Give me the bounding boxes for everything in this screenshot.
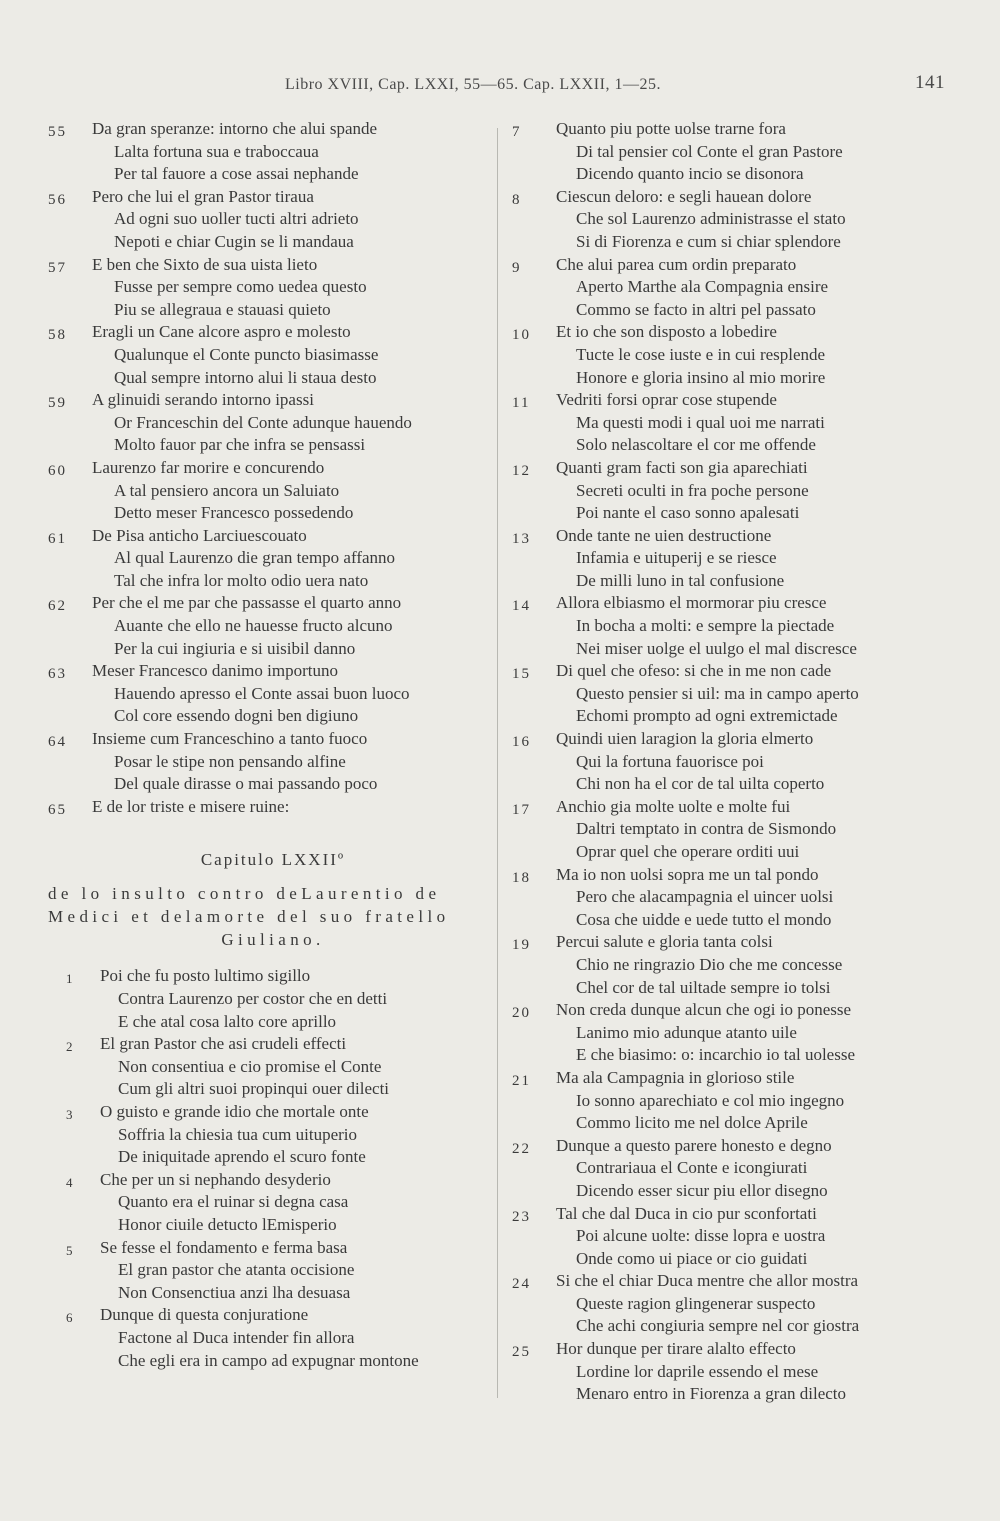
chapter-subtitle-line-1: de lo insulto contro deLaurentio de [48,884,441,904]
verse-line: Honore e gloria insino al mio morire [576,367,826,387]
stanza [48,118,498,186]
verse-line: Nepoti e chiar Cugin se li mandaua [114,231,354,251]
verse-line: Pero che lui el gran Pastor tiraua [92,186,314,206]
verse-line: Dunque a questo parere honesto e degno [556,1135,832,1155]
verse-line: Hor dunque per tirare alalto effecto [556,1339,796,1359]
right-column [512,118,957,1406]
verse-line: Daltri temptato in contra de Sismondo [576,819,837,839]
verse-line: Allora elbiasmo el mormorar piu cresce [556,593,827,613]
stanza [512,525,957,593]
stanza [512,389,957,457]
verse-line: Qui la fortuna fauorisce poi [576,751,764,771]
chapter-subtitle-line-3: Giuliano. [221,930,325,950]
stanza [512,1135,957,1203]
verse-line: O guisto e grande idio che mortale onte [100,1101,369,1121]
stanza-group-chapter-72-left [48,965,498,1372]
verse-line: Auante che ello ne hauesse fructo alcuno [114,616,393,636]
verse-line: Chi non ha el cor de tal uilta coperto [576,774,825,794]
verse-line: Oprar quel che operare orditi uui [576,842,800,861]
stanza [512,999,957,1067]
verse-line: Posar le stipe non pensando alfine [114,751,346,771]
verse-line: Aperto Marthe ala Compagnia ensire [576,277,829,297]
stanza-number: 14 [512,598,531,615]
stanza-number: 58 [48,327,67,344]
stanza-number: 5 [66,1242,75,1258]
stanza-number: 18 [512,869,531,886]
verse-line: Honor ciuile detucto lEmisperio [118,1214,337,1234]
verse-line: El gran pastor che atanta occisione [118,1260,355,1280]
verse-line: Lordine lor daprile essendo el mese [576,1361,819,1381]
verse-line: Ma io non uolsi sopra me un tal pondo [556,864,819,884]
stanza-number: 11 [512,395,531,412]
stanza [48,186,498,254]
verse-line: Che egli era in campo ad expugnar montone [118,1350,419,1370]
stanza-number: 7 [512,124,522,140]
stanza [512,728,957,796]
verse-line: El gran Pastor che asi crudeli effecti [100,1034,347,1054]
stanza-number: 4 [66,1174,75,1190]
stanza [512,592,957,660]
verse-line: Onde tante ne uien destructione [556,525,772,545]
verse-line: Cosa che uidde e uede tutto el mondo [576,909,832,929]
stanza [512,321,957,389]
stanza-group-chapter-72-right [512,118,957,1406]
verse-line: Secreti oculti in fra poche persone [576,480,809,500]
verse-line: Tal che infra lor molto odio uera nato [114,570,369,590]
verse-line: Non creda dunque alcun che ogi io ponesse [556,1000,852,1020]
stanza-number: 9 [512,259,522,276]
stanza-number: 57 [48,259,67,276]
stanza [48,389,498,457]
verse-line: E che biasimo: o: incarchio io tal uolesse [576,1045,856,1065]
stanza-number: 60 [48,462,67,479]
stanza [48,592,498,660]
verse-line: Per la cui ingiuria e si uisibil danno [114,638,356,658]
verse-line: Factone al Duca intender fin allora [118,1327,355,1347]
chapter-title: Capitulo LXXIIº [200,850,346,870]
stanza [512,660,957,728]
stanza [512,457,957,525]
verse-line: E de lor triste e misere ruine: [92,796,290,816]
stanza-number: 3 [66,1106,75,1122]
verse-line: De milli luno in tal confusione [576,570,785,590]
running-title: Libro XVIII, Cap. LXXI, 55—65. Cap. LXXII, 1—25. [285,76,661,93]
stanza-number: 64 [48,734,67,751]
stanza-number: 1 [66,971,75,987]
stanza [48,1101,498,1169]
stanza [48,660,498,728]
verse-line: Contra Laurenzo per costor che en detti [118,989,388,1008]
verse-line: Insieme cum Franceschino a tanto fuoco [92,729,368,749]
verse-line: Qual sempre intorno alui li staua desto [114,367,377,387]
verse-line: Ad ogni suo uoller tucti altri adrieto [114,209,359,229]
verse-line: Per tal fauore a cose assai nephande [114,164,359,184]
verse-line: Contrariaua el Conte e icongiurati [576,1158,808,1178]
verse-line: Menaro entro in Fiorenza a gran dilecto [576,1384,847,1404]
verse-line: Infamia e uituperij e se riesce [576,548,777,568]
verse-line: Tal che dal Duca in cio pur sconfortati [556,1203,817,1223]
verse-line: Pero che alacampagnia el uincer uolsi [576,887,834,907]
stanza [512,118,957,186]
verse-line: Echomi prompto ad ogni extremictade [576,706,838,726]
verse-line: Che achi congiuria sempre nel cor giostra [576,1316,860,1336]
stanza-number: 55 [48,124,67,140]
stanza-number: 20 [512,1005,531,1022]
verse-line: Di tal pensier col Conte el gran Pastore [576,141,843,161]
left-column [48,118,498,1372]
verse-line: Meser Francesco danimo importuno [92,661,338,681]
stanza-number: 8 [512,191,522,208]
stanza [512,796,957,864]
verse-line: Del quale dirasse o mai passando poco [114,774,378,794]
verse-line: Poi che fu posto lultimo sigillo [100,966,311,986]
stanza-number: 17 [512,801,531,818]
verse-line: Commo licito me nel dolce Aprile [576,1113,808,1133]
verse-line: Quindi uien laragion la gloria elmerto [556,729,814,749]
verse-line: Eragli un Cane alcore aspro e molesto [92,322,351,342]
verse-line: Lanimo mio adunque atanto uile [576,1022,797,1042]
stanza-number: 2 [66,1039,75,1055]
stanza [512,931,957,999]
verse-line: Che alui parea cum ordin preparato [556,254,797,274]
verse-line: Vedriti forsi oprar cose stupende [556,390,777,410]
stanza-number: 22 [512,1140,531,1157]
stanza-number: 13 [512,530,531,547]
stanza-number: 21 [512,1072,531,1089]
stanza-number: 61 [48,530,67,547]
verse-line: Poi nante el caso sonno apalesati [576,503,800,523]
verse-line: Non consentiua e cio promise el Conte [118,1056,382,1076]
stanza-number: 19 [512,937,531,954]
verse-line: Laurenzo far morire e concurendo [92,457,325,477]
verse-line: Tucte le cose iuste e in cui resplende [576,344,826,364]
verse-line: Chel cor de tal uiltade sempre io tolsi [576,977,831,997]
verse-line: Dicendo quanto incio se disonora [576,164,804,184]
verse-line: Or Franceschin del Conte adunque hauendo [114,412,412,432]
stanza-number: 24 [512,1276,531,1293]
verse-line: Cum gli altri suoi propinqui ouer dilecti [118,1079,390,1099]
verse-line: A glinuidi serando intorno ipassi [92,390,314,410]
verse-line: Si di Fiorenza e cum si chiar splendore [576,231,841,251]
stanza [48,728,498,796]
verse-line: Se fesse el fondamento e ferma basa [100,1237,348,1257]
stanza [512,254,957,322]
verse-line: Et io che son disposto a lobedire [556,322,777,342]
verse-line: Quanti gram facti son gia aparechiati [556,457,808,477]
chapter-heading [48,848,498,951]
verse-line: Percui salute e gloria tanta colsi [556,932,773,952]
verse-line: Soffria la chiesia tua cum uituperio [118,1124,358,1144]
stanza [48,1304,498,1372]
stanza [512,186,957,254]
verse-line: E che atal cosa lalto core aprillo [118,1011,337,1031]
stanza-number: 62 [48,598,67,615]
verse-line: Poi alcune uolte: disse lopra e uostra [576,1226,826,1246]
verse-line: Hauendo apresso el Conte assai buon luoco [114,683,410,703]
stanza [48,254,498,322]
stanza [48,796,498,819]
verse-line: Di quel che ofeso: si che in me non cade [556,661,832,681]
stanza [512,864,957,932]
verse-line: Commo se facto in altri pel passato [576,299,816,319]
verse-line: Questo pensier si uil: ma in campo aperto [576,683,859,703]
verse-line: Ma ala Campagnia in glorioso stile [556,1067,795,1087]
verse-line: Si che el chiar Duca mentre che allor mostra [556,1271,859,1291]
verse-line: Qualunque el Conte puncto biasimasse [114,344,379,364]
verse-line: Solo nelascoltare el cor me offende [576,435,816,455]
verse-line: Queste ragion glingenerar suspecto [576,1293,816,1313]
verse-line: Non Consenctiua anzi lha desuasa [118,1282,351,1302]
stanza-number: 16 [512,734,531,751]
stanza [48,525,498,593]
stanza [512,1067,957,1135]
verse-line: Dunque di questa conjuratione [100,1305,309,1325]
verse-line: Ma questi modi i qual uoi me narrati [576,412,825,432]
stanza [48,321,498,389]
verse-line: In bocha a molti: e sempre la piectade [576,616,835,636]
stanza-number: 10 [512,327,531,344]
verse-line: Dicendo esser sicur piu ellor disegno [576,1180,828,1200]
stanza-number: 59 [48,395,67,412]
verse-line: De Pisa anticho Larciuescouato [92,525,307,545]
verse-line: Nei miser uolge el uulgo el mal discresce [576,638,857,658]
stanza [512,1203,957,1271]
stanza-group-chapter-71 [48,118,498,818]
verse-line: Fusse per sempre como uedea questo [114,277,367,297]
verse-line: Quanto piu potte uolse trarne fora [556,119,786,138]
stanza [512,1270,957,1338]
stanza-number: 12 [512,462,531,479]
verse-line: Al qual Laurenzo die gran tempo affanno [114,548,396,568]
stanza [48,1169,498,1237]
verse-line: Che sol Laurenzo administrasse el stato [576,209,846,229]
page-number: 141 [915,72,945,93]
verse-line: Anchio gia molte uolte e molte fui [556,796,791,816]
stanza [48,1237,498,1305]
verse-line: Chio ne ringrazio Dio che me concesse [576,954,843,974]
running-header [285,72,945,102]
verse-line: Per che el me par che passasse el quarto anno [92,593,402,613]
verse-line: Lalta fortuna sua e traboccaua [114,141,319,161]
stanza [48,457,498,525]
stanza [512,1338,957,1406]
stanza-number: 23 [512,1208,531,1225]
verse-line: Detto meser Francesco possedendo [114,503,354,523]
stanza-number: 56 [48,191,67,208]
verse-line: Ciescun deloro: e segli hauean dolore [556,186,812,206]
verse-line: E ben che Sixto de sua uista lieto [92,254,318,274]
stanza-number: 25 [512,1344,531,1361]
stanza [48,965,498,1033]
verse-line: Che per un si nephando desyderio [100,1169,331,1189]
stanza-number: 15 [512,666,531,683]
verse-line: Io sonno aparechiato e col mio ingegno [576,1090,845,1110]
stanza-number: 6 [66,1310,75,1326]
verse-line: Molto fauor par che infra se pensassi [114,435,366,455]
verse-line: Onde como ui piace or cio guidati [576,1248,808,1268]
verse-line: De iniquitade aprendo el scuro fonte [118,1147,366,1167]
chapter-subtitle-line-2: Medici et delamorte del suo fratello [48,907,450,927]
verse-line: Piu se allegraua e stauasi quieto [114,299,331,319]
stanza-number: 65 [48,801,67,818]
stanza [48,1033,498,1101]
verse-line: Quanto era el ruinar si degna casa [118,1192,349,1212]
stanza-number: 63 [48,666,67,683]
verse-line: Col core essendo dogni ben digiuno [114,706,359,726]
verse-line: A tal pensiero ancora un Saluiato [114,480,340,500]
verse-line: Da gran speranze: intorno che alui spande [92,119,378,138]
